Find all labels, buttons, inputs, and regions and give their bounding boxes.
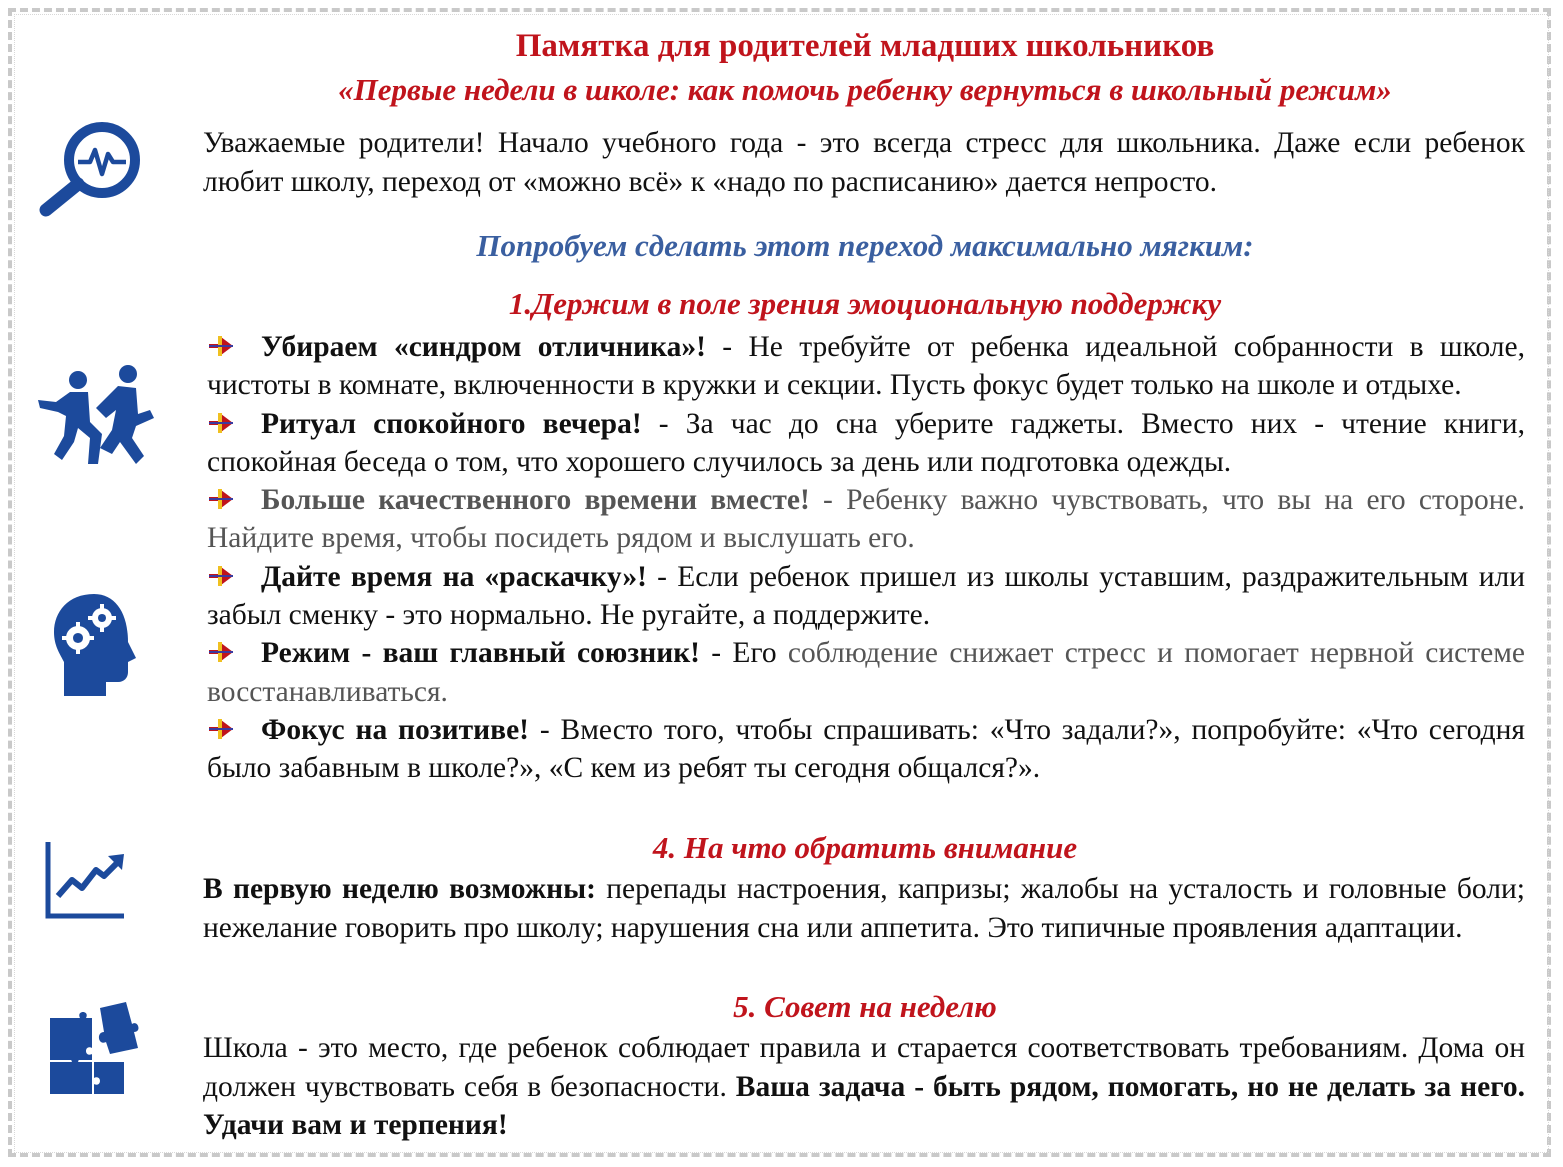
tip-text: - Его: [700, 637, 788, 670]
page-title: Памятка для родителей младших школьников: [515, 28, 1215, 64]
tip-text: - Ребенку важно чувствовать, что вы на его стороне. Найдите время, чтобы посидеть рядом и выслушать его.: [207, 484, 1525, 555]
list-item: [207, 328, 1525, 405]
intro-paragraph: Уважаемые родители! Начало учебного года - это всегда стресс для школьника. Даже если ребенок любит школу, переход от «можно всё» к «надо по расписанию» дается непросто.: [203, 127, 1525, 198]
bullet-arrow-icon: [207, 640, 235, 664]
growth-chart-icon: [44, 840, 126, 920]
list-item: [207, 481, 1525, 558]
tip-title: Фокус на позитиве!: [261, 713, 529, 746]
tip-text: - За час до сна уберите гаджеты. Вместо них - чтение книги, спокойная беседа о том, что хорошего случилось за день или подготовка одежды.: [207, 407, 1525, 478]
section-5-bold: Ваша задача - быть рядом, помогать, но не делать за него. Удачи вам и терпения!: [203, 1070, 1525, 1141]
section-4-text: перепады настроения, капризы; жалобы на усталость и головные боли; нежелание говорить про школу; нарушения сна или аппетита. Это типичные проявления адаптации.: [203, 873, 1525, 944]
bullet-arrow-icon: [207, 564, 235, 588]
list-item: [207, 634, 1525, 711]
bullet-arrow-icon: [207, 411, 235, 435]
page-subtitle: «Первые недели в школе: как помочь ребенку вернуться в школьный режим»: [338, 72, 1392, 107]
section-4-heading: 4. На что обратить внимание: [652, 830, 1078, 865]
section-4-paragraph: [203, 870, 1525, 947]
tip-text: - Не требуйте от ребенка идеальной собранности в школе, чистоты в комнате, включенности в кружки и секции. Пусть фокус будет только на школе и отдыхе.: [207, 331, 1525, 402]
section-4-lead: В первую неделю возможны:: [203, 873, 596, 905]
tip-text-grey: соблюдение снижает стресс и помогает нервной системе восстанавливаться.: [207, 637, 1526, 708]
list-item: [207, 405, 1525, 482]
tip-title: Больше качественного времени вместе!: [261, 484, 810, 517]
bullet-arrow-icon: [207, 334, 235, 358]
tip-title: Режим - ваш главный союзник!: [261, 637, 701, 670]
magnifier-pulse-icon: [38, 118, 146, 218]
section-5-paragraph: [203, 1029, 1525, 1145]
tip-title: Убираем «синдром отличника»!: [261, 331, 706, 363]
tip-title: Ритуал спокойного вечера!: [261, 407, 642, 440]
soft-transition-heading: Попробуем сделать этот переход максимально мягким:: [476, 228, 1254, 263]
tip-text: - Вместо того, чтобы спрашивать: «Что задали?», попробуйте: «Что сегодня было забавным в школе?», «С кем из ребят ты сегодня общался?».: [207, 713, 1525, 785]
head-gears-icon: [48, 590, 140, 700]
list-item: [207, 711, 1525, 788]
section-1-heading: 1.Держим в поле зрения эмоциональную поддержку: [508, 286, 1222, 321]
list-item: [207, 558, 1525, 635]
bullet-arrow-icon: [207, 717, 235, 741]
puzzle-icon: [46, 1002, 144, 1096]
tip-text: - Если ребенок пришел из школы уставшим, раздражительным или забыл сменку - это нормально. Не ругайте, а поддержите.: [207, 560, 1525, 632]
section-5-heading: 5. Совет на неделю: [733, 989, 997, 1024]
tip-title: Дайте время на «раскачку»!: [261, 560, 647, 593]
support-tips-list: [207, 328, 1525, 788]
running-people-icon: [32, 364, 157, 466]
bullet-arrow-icon: [207, 487, 235, 511]
section-5-text: Школа - это место, где ребенок соблюдает правила и старается соответствовать требованиям. Дома он должен чувствовать себя в безопасности.: [203, 1032, 1525, 1103]
